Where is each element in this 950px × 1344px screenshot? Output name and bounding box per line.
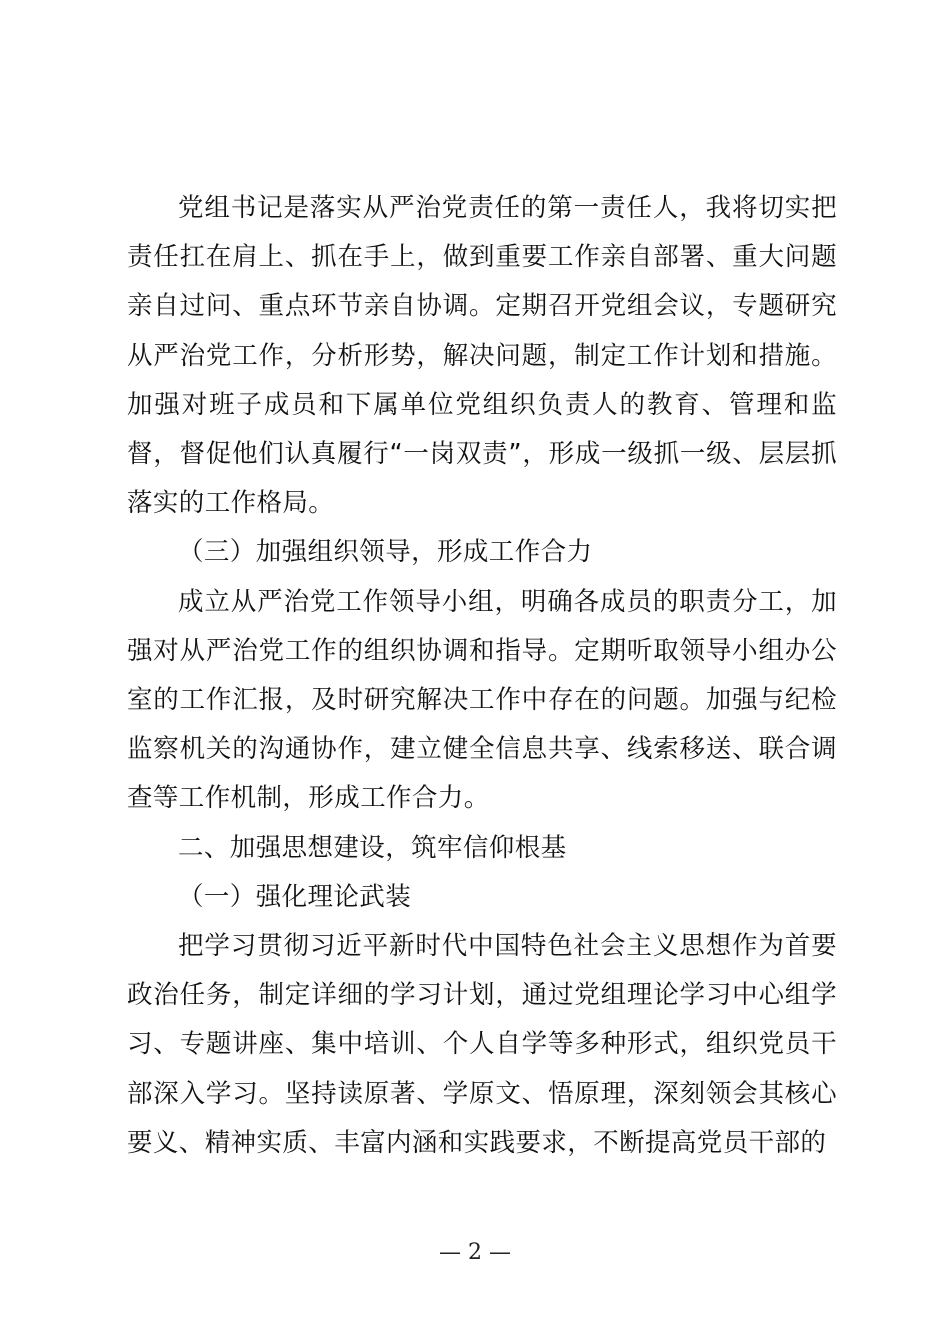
paragraph-responsibility: 党组书记是落实从严治党责任的第一责任人，我将切实把责任扛在肩上、抓在手上，做到重要工作亲自部署、重大问题亲自过问、重点环节亲自协调。定期召开党组会议，专题研究从严治党工作，分析形势，解决问题，制定工作计划和措施。加强对班子成员和下属单位党组织负责人的教育、管理和监督，督促他们认真履行“一岗双责”，形成一级抓一级、层层抓落实的工作格局。 xyxy=(127,193,837,519)
chapter-heading-ideology: 二、加强思想建设，筑牢信仰根基 xyxy=(178,832,567,863)
section-heading-organization: （三）加强组织领导，形成工作合力 xyxy=(178,537,593,568)
document-body xyxy=(127,184,837,1168)
page-number: — 2 — xyxy=(439,1240,511,1265)
paragraph-leadership-group: 成立从严治党工作领导小组，明确各成员的职责分工，加强对从严治党工作的组织协调和指导。定期听取领导小组办公室的工作汇报，及时研究解决工作中存在的问题。加强与纪检监察机关的沟通协作，建立健全信息共享、线索移送、联合调查等工作机制，形成工作合力。 xyxy=(127,586,837,814)
section-heading-theory: （一）强化理论武装 xyxy=(178,881,412,912)
paragraph-study-plan: 把学习贯彻习近平新时代中国特色社会主义思想作为首要政治任务，制定详细的学习计划，通过党组理论学习中心组学习、专题讲座、集中培训、个人自学等多种形式，组织党员干部深入学习。坚持读原著、学原文、悟原理，深刻领会其核心要义、精神实质、丰富内涵和实践要求，不断提高党员干部的 xyxy=(127,931,837,1158)
